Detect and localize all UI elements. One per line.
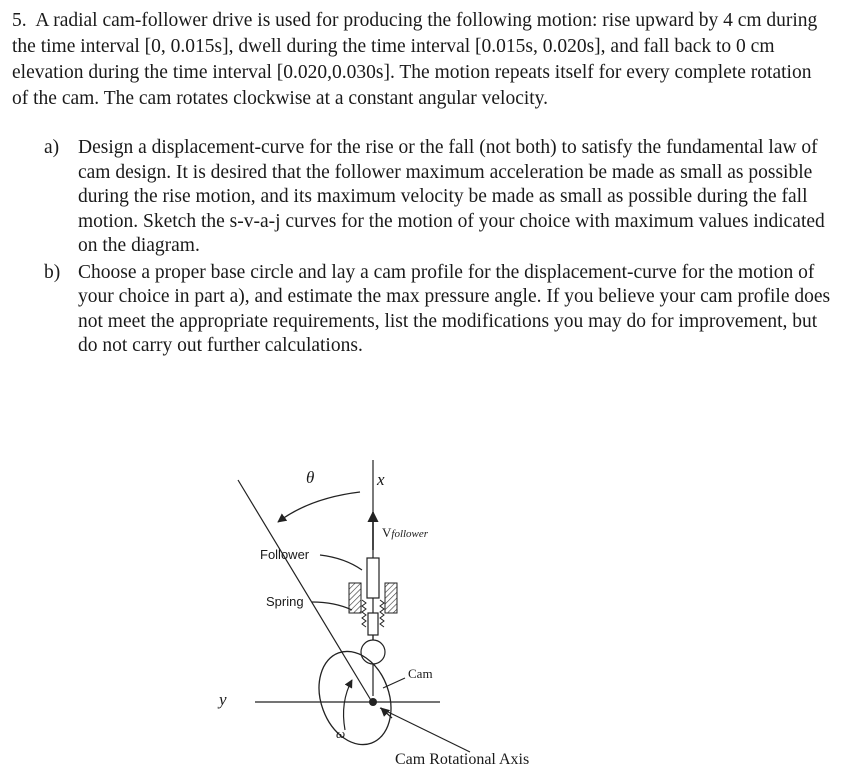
omega-label: ω: [336, 726, 346, 741]
follower-body: [368, 613, 378, 635]
spring-label: Spring: [266, 594, 304, 609]
follower-label: Follower: [260, 547, 310, 562]
velocity-subscript: follower: [391, 528, 429, 540]
y-axis-label: y: [219, 690, 227, 709]
problem-number: 5.: [12, 10, 27, 31]
cam-label: Cam: [408, 666, 433, 681]
cam-follower-figure: [0, 440, 868, 775]
rotational-axis-line: [380, 708, 470, 752]
problem-text: A radial cam-follower drive is used for producing the following motion: rise upward by 4 cm during the time interval [0, 0.015s], dwell during the time interval [0.015s, 0.020s], and fall back to 0 cm elevation during the time interval [0.020,0.030s]. The motion repeats itself for every complete rotation of the cam. The cam rotates clockwise at a constant angular velocity.: [12, 10, 818, 109]
part-b: [44, 261, 834, 359]
follower-stem: [367, 558, 379, 598]
cam-diagram: [0, 440, 868, 775]
part-label: b): [44, 261, 61, 283]
problem-statement: [12, 8, 832, 112]
problem-parts: [44, 136, 834, 359]
part-label: a): [44, 137, 60, 158]
follower-leader: [320, 555, 362, 570]
x-axis-label: x: [377, 470, 385, 489]
theta-label: θ: [306, 468, 315, 487]
part-text: Choose a proper base circle and lay a cam profile for the displacement-curve for the motion of your choice in part a), and estimate the max pressure angle. If you believe your cam profile does not meet the appropriate requirements, list the modifications you may do for improvement, but do not carry out further calculations.: [78, 261, 831, 356]
rotational-axis-label: Cam Rotational Axis: [395, 751, 530, 768]
part-a: [44, 136, 834, 259]
theta-arrow: [278, 492, 360, 522]
cam-center: [369, 698, 377, 706]
velocity-label: Vfollower: [382, 525, 429, 540]
spring-leader: [312, 602, 352, 610]
part-text: Design a displacement-curve for the rise or the fall (not both) to satisfy the fundamental law of cam design. It is desired that the follower maximum acceleration be made as small as possible during the rise motion, and its maximum velocity be made as small as possible during the fall motion. Sketch the s-v-a-j curves for the motion of your choice with maximum values indicated on the diagram.: [78, 137, 825, 256]
spring: [362, 600, 366, 627]
cam-profile: [307, 641, 404, 754]
guide-right: [385, 583, 397, 613]
guide-left: [349, 583, 361, 613]
spring-right: [380, 600, 384, 627]
rotation-arrow: [344, 680, 352, 730]
roller: [361, 640, 385, 664]
